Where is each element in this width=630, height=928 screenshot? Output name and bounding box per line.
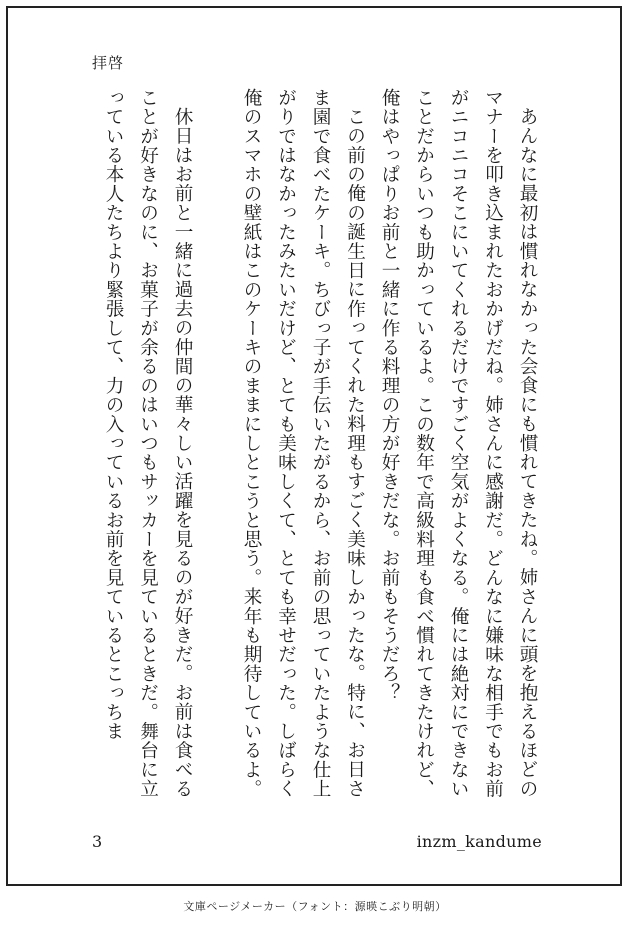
page-number: 3: [92, 832, 103, 851]
paragraph-2: この前の俺の誕生日に作ってくれた料理もすごく美味しかったな。特に、お日さま園で食べたケーキ。ちびっ子が手伝いたがるから、お前の思っていたような仕上がりではなかったみたいだけど、とても美味しくて、とても幸せだった。しばらく俺のスマホの壁紙はこのケーキのままにしとこうと思う。来年も期待しているよ。: [241, 88, 366, 799]
paragraph-3: 休日はお前と一緒に過去の仲間の華々しい活躍を見るのが好きだ。お前は食べることが好きなのに、お菓子が余るのはいつもサッカーを見ているときだ。舞台に立っている本人たちより緊張して、力の入っているお前を見ているとこっちま: [103, 88, 193, 799]
blank-line: [199, 88, 234, 808]
salutation: 拝啓: [92, 54, 125, 72]
author-name: inzm_kandume: [416, 832, 542, 851]
page-frame: [6, 6, 622, 886]
body-text: [96, 88, 545, 808]
footer-caption: 文庫ページメーカー（フォント：源暎こぶり明朝）: [183, 900, 447, 913]
paragraph-1: あんなに最初は慣れなかった会食にも慣れてきたね。姉さんに頭を抱えるほどのマナーを叩き込まれたおかげだね。姉さんに感謝だ。どんなに嫌味な相手でもお前がニコニコそこにいてくれるだけですごく空気がよくなる。俺には絶対にできないことだからいつも助かっているよ。この数年で高級料理も食べ慣れてきたけれど、俺はやっぱりお前と一緒に作る料理の方が好きだな。お前もそうだろ？: [379, 88, 538, 799]
